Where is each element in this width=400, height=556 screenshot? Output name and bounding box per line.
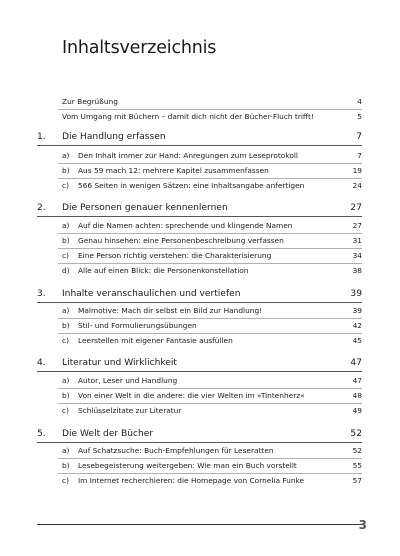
divider	[58, 403, 362, 404]
item-letter: d)	[62, 266, 70, 275]
item-letter: b)	[62, 166, 70, 175]
item-title: Stil- und Formulierungsübungen	[78, 321, 197, 330]
chapter-title: Die Handlung erfassen	[62, 132, 166, 142]
divider	[58, 388, 362, 389]
item-title: Aus 59 mach 12: mehrere Kapitel zusammenfassen	[78, 166, 269, 175]
chapter-number: 4.	[37, 358, 46, 368]
divider	[58, 458, 362, 459]
item-letter: a)	[62, 376, 70, 385]
page-number: 3	[358, 518, 367, 532]
item-page: 57	[352, 476, 362, 485]
item-page: 45	[352, 336, 362, 345]
chapter-title: Die Personen genauer kennenlernen	[62, 203, 228, 213]
divider	[58, 473, 362, 474]
item-title: Auf die Namen achten: sprechende und klingende Namen	[78, 221, 293, 230]
item-title: Leerstellen mit eigener Fantasie ausfüllen	[78, 336, 233, 345]
item-letter: b)	[62, 391, 70, 400]
divider	[58, 263, 362, 264]
divider	[58, 248, 362, 249]
chapter-page: 52	[350, 429, 362, 439]
item-page: 48	[352, 391, 362, 400]
item-title: Eine Person richtig verstehen: die Charakterisierung	[78, 251, 272, 260]
chapter-page: 47	[350, 358, 362, 368]
chapter-number: 3.	[37, 289, 46, 299]
item-letter: b)	[62, 321, 70, 330]
item-title: Auf Schatzsuche: Buch-Empfehlungen für Leseratten	[78, 446, 274, 455]
item-letter: a)	[62, 306, 70, 315]
item-page: 55	[352, 461, 362, 470]
item-letter: a)	[62, 446, 70, 455]
chapter-rule	[37, 371, 362, 372]
item-title: Malmotive: Mach dir selbst ein Bild zur Handlung!	[78, 306, 263, 315]
divider	[58, 109, 362, 110]
divider	[58, 333, 362, 334]
item-title: Im Internet recherchieren: die Homepage von Cornelia Funke	[78, 476, 305, 485]
item-letter: a)	[62, 151, 70, 160]
divider	[58, 318, 362, 319]
item-title: Schlüsselzitate zur Literatur	[78, 406, 182, 415]
item-page: 24	[352, 181, 362, 190]
entry-page: 5	[357, 112, 362, 121]
item-title: 566 Seiten in wenigen Sätzen: eine Inhaltsangabe anfertigen	[78, 181, 305, 190]
item-page: 47	[352, 376, 362, 385]
item-letter: c)	[62, 476, 69, 485]
item-page: 7	[357, 151, 362, 160]
item-page: 49	[352, 406, 362, 415]
chapter-page: 39	[350, 289, 362, 299]
item-page: 38	[352, 266, 362, 275]
item-page: 31	[352, 236, 362, 245]
chapter-rule	[37, 145, 362, 146]
item-page: 34	[352, 251, 362, 260]
item-letter: c)	[62, 181, 69, 190]
divider	[58, 178, 362, 179]
chapter-rule	[37, 216, 362, 217]
item-letter: c)	[62, 336, 69, 345]
item-page: 19	[352, 166, 362, 175]
item-page: 52	[352, 446, 362, 455]
item-page: 27	[352, 221, 362, 230]
item-title: Alle auf einen Blick: die Personenkonstellation	[78, 266, 249, 275]
chapter-page: 7	[356, 132, 362, 142]
item-letter: b)	[62, 236, 70, 245]
entry-page: 4	[357, 97, 362, 106]
page-title: Inhaltsverzeichnis	[62, 38, 217, 58]
entry-title: Vom Umgang mit Büchern – damit dich nicht der Bücher-Fluch trifft!	[62, 112, 314, 121]
chapter-title: Inhalte veranschaulichen und vertiefen	[62, 289, 241, 299]
item-title: Lesebegeisterung weitergeben: Wie man ein Buch vorstellt	[78, 461, 297, 470]
item-letter: b)	[62, 461, 70, 470]
item-page: 42	[352, 321, 362, 330]
chapter-number: 1.	[37, 132, 46, 142]
item-letter: c)	[62, 251, 69, 260]
chapter-rule	[37, 302, 362, 303]
chapter-number: 2.	[37, 203, 46, 213]
item-title: Autor, Leser und Handlung	[78, 376, 178, 385]
item-title: Genau hinsehen: eine Personenbeschreibung verfassen	[78, 236, 284, 245]
divider	[58, 163, 362, 164]
chapter-number: 5.	[37, 429, 46, 439]
footer-rule	[37, 524, 362, 525]
chapter-title: Die Welt der Bücher	[62, 429, 154, 439]
item-title: Von einer Welt in die andere: die vier Welten im »Tintenherz«	[78, 391, 305, 400]
item-letter: a)	[62, 221, 70, 230]
item-letter: c)	[62, 406, 69, 415]
item-page: 39	[352, 306, 362, 315]
chapter-page: 27	[350, 203, 362, 213]
item-title: Den Inhalt immer zur Hand: Anregungen zum Leseprotokoll	[78, 151, 298, 160]
chapter-title: Literatur und Wirklichkeit	[62, 358, 177, 368]
chapter-rule	[37, 442, 362, 443]
entry-title: Zur Begrüßung	[62, 97, 118, 106]
divider	[58, 233, 362, 234]
